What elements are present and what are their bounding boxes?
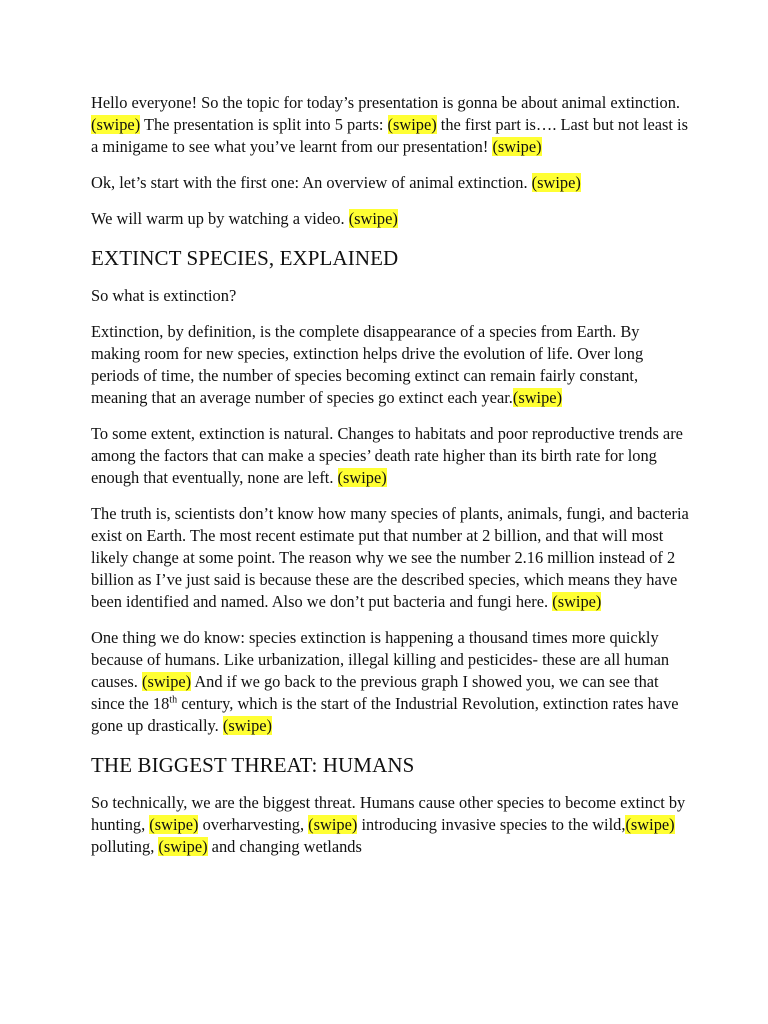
- swipe-highlight: (swipe): [625, 815, 675, 834]
- text: century, which is the start of the Industrial Revolution, extinction rates have gone up drastically.: [91, 694, 679, 735]
- paragraph-threat: [91, 792, 691, 858]
- paragraph-video: [91, 208, 691, 230]
- paragraph-natural: [91, 423, 691, 489]
- paragraph-intro: [91, 92, 691, 158]
- paragraph-overview: [91, 172, 691, 194]
- text: To some extent, extinction is natural. Changes to habitats and poor reproductive trends are among the factors that can make a species’ death rate higher than its birth rate for long enough that eventually, none are left.: [91, 424, 683, 487]
- text: the first part is…. Last but not least is a minigame to see what you’ve learnt from our presentation!: [91, 115, 688, 156]
- text: introducing invasive species to the wild,: [361, 815, 626, 834]
- swipe-highlight: (swipe): [308, 815, 358, 834]
- text: So what is extinction?: [91, 286, 237, 305]
- section-heading-biggest-threat: THE BIGGEST THREAT: HUMANS: [91, 753, 415, 777]
- swipe-highlight: (swipe): [492, 137, 542, 156]
- paragraph-question: [91, 285, 691, 307]
- swipe-highlight: (swipe): [149, 815, 199, 834]
- superscript: th: [169, 694, 178, 706]
- swipe-highlight: (swipe): [552, 592, 602, 611]
- section-heading-extinct-species: EXTINCT SPECIES, EXPLAINED: [91, 246, 399, 270]
- text: So technically, we are the biggest threat. Humans cause other species to become extinct by hunting,: [91, 793, 686, 834]
- swipe-highlight: (swipe): [91, 115, 141, 134]
- swipe-highlight: (swipe): [348, 209, 398, 228]
- text: The truth is, scientists don’t know how many species of plants, animals, fungi, and bacteria exist on Earth. The most recent estimate put that number at 2 billion, and that will most likely change at some point. The reason why we see the number 2.16 million instead of 2 billion as I’ve just said is because these are the described species, which means they have been identified and named. Also we don’t put bacteria and fungi here.: [91, 504, 689, 611]
- paragraph-humans-causes: [91, 627, 691, 737]
- text: Hello everyone! So the topic for today’s presentation is gonna be about animal extinction.: [91, 93, 680, 112]
- text: The presentation is split into 5 parts:: [143, 115, 384, 134]
- swipe-highlight: (swipe): [337, 468, 387, 487]
- paragraph-definition: [91, 321, 691, 409]
- text: overharvesting,: [202, 815, 305, 834]
- text: And if we go back to the previous graph I showed you, we can see that since the 18: [91, 672, 659, 713]
- document-body: [91, 92, 691, 858]
- swipe-highlight: (swipe): [512, 388, 563, 407]
- text: and changing wetlands: [211, 837, 362, 856]
- text: We will warm up by watching a video.: [91, 209, 345, 228]
- text: Extinction, by definition, is the complete disappearance of a species from Earth. By making room for new species, extinction helps drive the evolution of life. Over long periods of time, the number of species becoming extinct can remain fairly constant, meaning that an average number of species go extinct each year.: [91, 322, 644, 407]
- swipe-highlight: (swipe): [141, 672, 192, 691]
- swipe-highlight: (swipe): [158, 837, 208, 856]
- text: Ok, let’s start with the first one: An overview of animal extinction.: [91, 173, 528, 192]
- swipe-highlight: (swipe): [387, 115, 437, 134]
- text: One thing we do know: species extinction is happening a thousand times more quickly because of humans. Like urbanization, illegal killing and pesticides- these are all human causes.: [91, 628, 670, 691]
- text: polluting,: [91, 837, 155, 856]
- paragraph-truth: [91, 503, 691, 613]
- swipe-highlight: (swipe): [222, 716, 273, 735]
- swipe-highlight: (swipe): [531, 173, 581, 192]
